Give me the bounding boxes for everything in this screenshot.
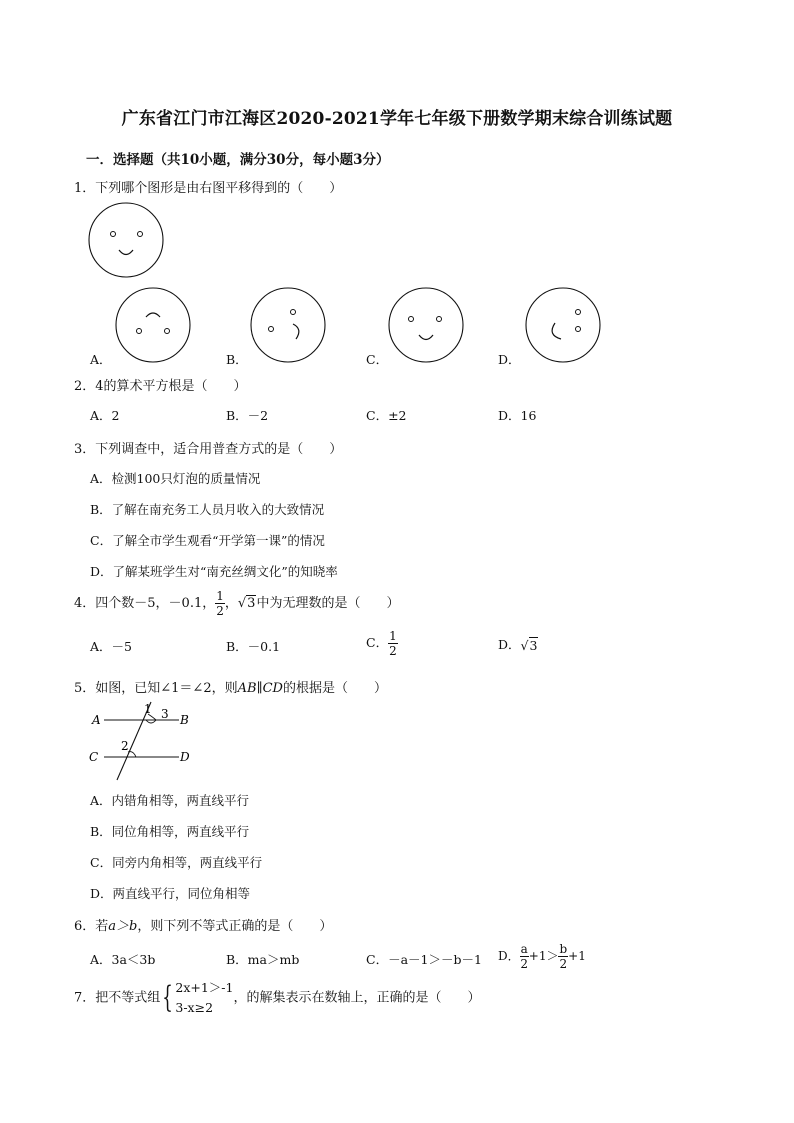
label-d: D [180, 750, 190, 764]
q4-option-d[interactable] [498, 635, 538, 653]
q4-sqrt-value: 3 [247, 596, 256, 611]
q6-option-d-frac-b [558, 943, 568, 970]
q5-stem-pre: 5．如图，已知∠1＝∠2，则 [74, 681, 238, 696]
question-2-stem: 2．4的算术平方根是（ ） [74, 379, 247, 394]
q7-system-brace: { [162, 980, 174, 1015]
label-angle-3: 3 [161, 707, 169, 721]
q2-option-a[interactable]: A．2 [90, 408, 120, 423]
q3-option-a[interactable]: A．检测100只灯泡的质量情况 [90, 471, 261, 486]
q7-stem-pre: 7．把不等式组 [74, 990, 161, 1006]
q3-option-c[interactable]: C．了解全市学生观看“开学第一课”的情况 [90, 533, 325, 548]
question-4-stem [74, 590, 399, 617]
q2-option-d[interactable]: D．16 [498, 408, 537, 423]
q1-option-a-face [115, 287, 193, 365]
q1-option-a[interactable]: A． [90, 352, 112, 367]
question-5-stem [74, 677, 387, 696]
q6-option-d-end: +1 [568, 949, 586, 963]
q5-line-ab: AB [237, 681, 257, 696]
label-a: A [92, 713, 101, 727]
q4-sqrt [238, 596, 257, 611]
q1-reference-face [88, 202, 166, 280]
label-c: C [89, 750, 99, 764]
q4-option-c-denominator: 2 [389, 644, 397, 658]
q4-option-a[interactable]: A．－5 [90, 639, 132, 654]
q6-option-a[interactable]: A．3a＜3b [90, 952, 156, 967]
q1-option-d[interactable]: D． [498, 352, 521, 367]
q4-option-d-sqrt-value: 3 [529, 638, 538, 653]
q4-option-d-sqrt-sign: √ [520, 638, 529, 653]
q5-line-cd: CD [262, 681, 283, 696]
q6-stem-pre: 6．若 [74, 919, 109, 934]
q6-option-d-frac-a [520, 943, 529, 970]
question-7-stem [74, 978, 481, 1018]
q6-stem-post: ，则下列不等式正确的是（ ） [137, 919, 333, 934]
q5-option-c[interactable]: C．同旁内角相等，两直线平行 [90, 855, 263, 870]
q4-stem-post: 中为无理数的是（ ） [256, 596, 400, 611]
question-6-stem [74, 915, 332, 934]
page-title: 广东省江门市江海区2020-2021学年七年级下册数学期末综合训练试题 [121, 109, 673, 129]
q1-option-b-face [250, 287, 328, 365]
q1-option-b[interactable]: B． [226, 352, 248, 367]
q4-separator: ， [224, 596, 238, 611]
q6-condition: a＞b [108, 919, 138, 934]
q4-fraction-numerator: 1 [216, 589, 224, 603]
q4-fraction-denominator: 2 [216, 604, 224, 618]
q4-fraction [215, 590, 225, 617]
q5-parallel-sign: ∥ [256, 681, 263, 696]
q4-option-c[interactable] [366, 630, 398, 657]
q6-option-c[interactable]: C．－a－1＞－b－1 [366, 952, 482, 967]
q5-option-d[interactable]: D．两直线平行，同位角相等 [90, 886, 251, 901]
q6-option-d-mid: +1＞ [528, 949, 559, 963]
q6-frac-a-numerator: a [520, 942, 528, 956]
q5-stem-post: 的根据是（ ） [282, 681, 387, 696]
q6-option-d[interactable] [498, 943, 586, 970]
question-3-stem: 3．下列调查中，适合用普查方式的是（ ） [74, 442, 343, 457]
q4-option-c-fraction [388, 630, 398, 657]
q1-option-d-face [525, 287, 603, 365]
q3-option-d[interactable]: D．了解某班学生对“南充丝绸文化”的知晓率 [90, 564, 338, 579]
q6-frac-b-denominator: 2 [559, 957, 568, 971]
q7-inequality-2: 3-x≥2 [175, 1000, 214, 1015]
q4-option-b[interactable]: B．－0.1 [226, 639, 281, 654]
q1-option-c[interactable]: C． [366, 352, 389, 367]
q6-option-b[interactable]: B．ma＞mb [226, 952, 300, 967]
q5-parallel-lines-figure [86, 700, 196, 784]
section-heading: 一．选择题（共10小题，满分30分，每小题3分） [86, 152, 390, 168]
q6-frac-a-denominator: 2 [520, 957, 529, 971]
q7-inequality-1: 2x+1＞-1 [175, 980, 234, 995]
q2-option-b[interactable]: B．－2 [226, 408, 269, 423]
q4-option-d-label: D． [498, 637, 521, 652]
q4-option-c-numerator: 1 [389, 629, 397, 643]
q2-option-c[interactable]: C．±2 [366, 408, 407, 423]
q4-stem-pre: 4．四个数－5，－0.1， [74, 596, 216, 611]
label-angle-1: 1 [144, 702, 152, 716]
q4-option-d-sqrt [521, 638, 539, 653]
question-1-stem: 1．下列哪个图形是由右图平移得到的（ ） [74, 181, 343, 196]
label-b: B [180, 713, 189, 727]
q7-inequality-system [175, 978, 233, 1018]
q6-frac-b-numerator: b [559, 942, 568, 956]
q5-option-b[interactable]: B．同位角相等，两直线平行 [90, 824, 250, 839]
q3-option-b[interactable]: B．了解在南充务工人员月收入的大致情况 [90, 502, 325, 517]
q6-option-d-label: D． [498, 949, 520, 963]
q7-stem-post: ，的解集表示在数轴上，正确的是（ ） [233, 990, 481, 1006]
q1-option-c-face [388, 287, 466, 365]
q4-sqrt-sign: √ [237, 596, 247, 611]
label-angle-2: 2 [121, 739, 129, 753]
q5-option-a[interactable]: A．内错角相等，两直线平行 [90, 793, 250, 808]
q4-option-c-label: C． [366, 635, 389, 650]
